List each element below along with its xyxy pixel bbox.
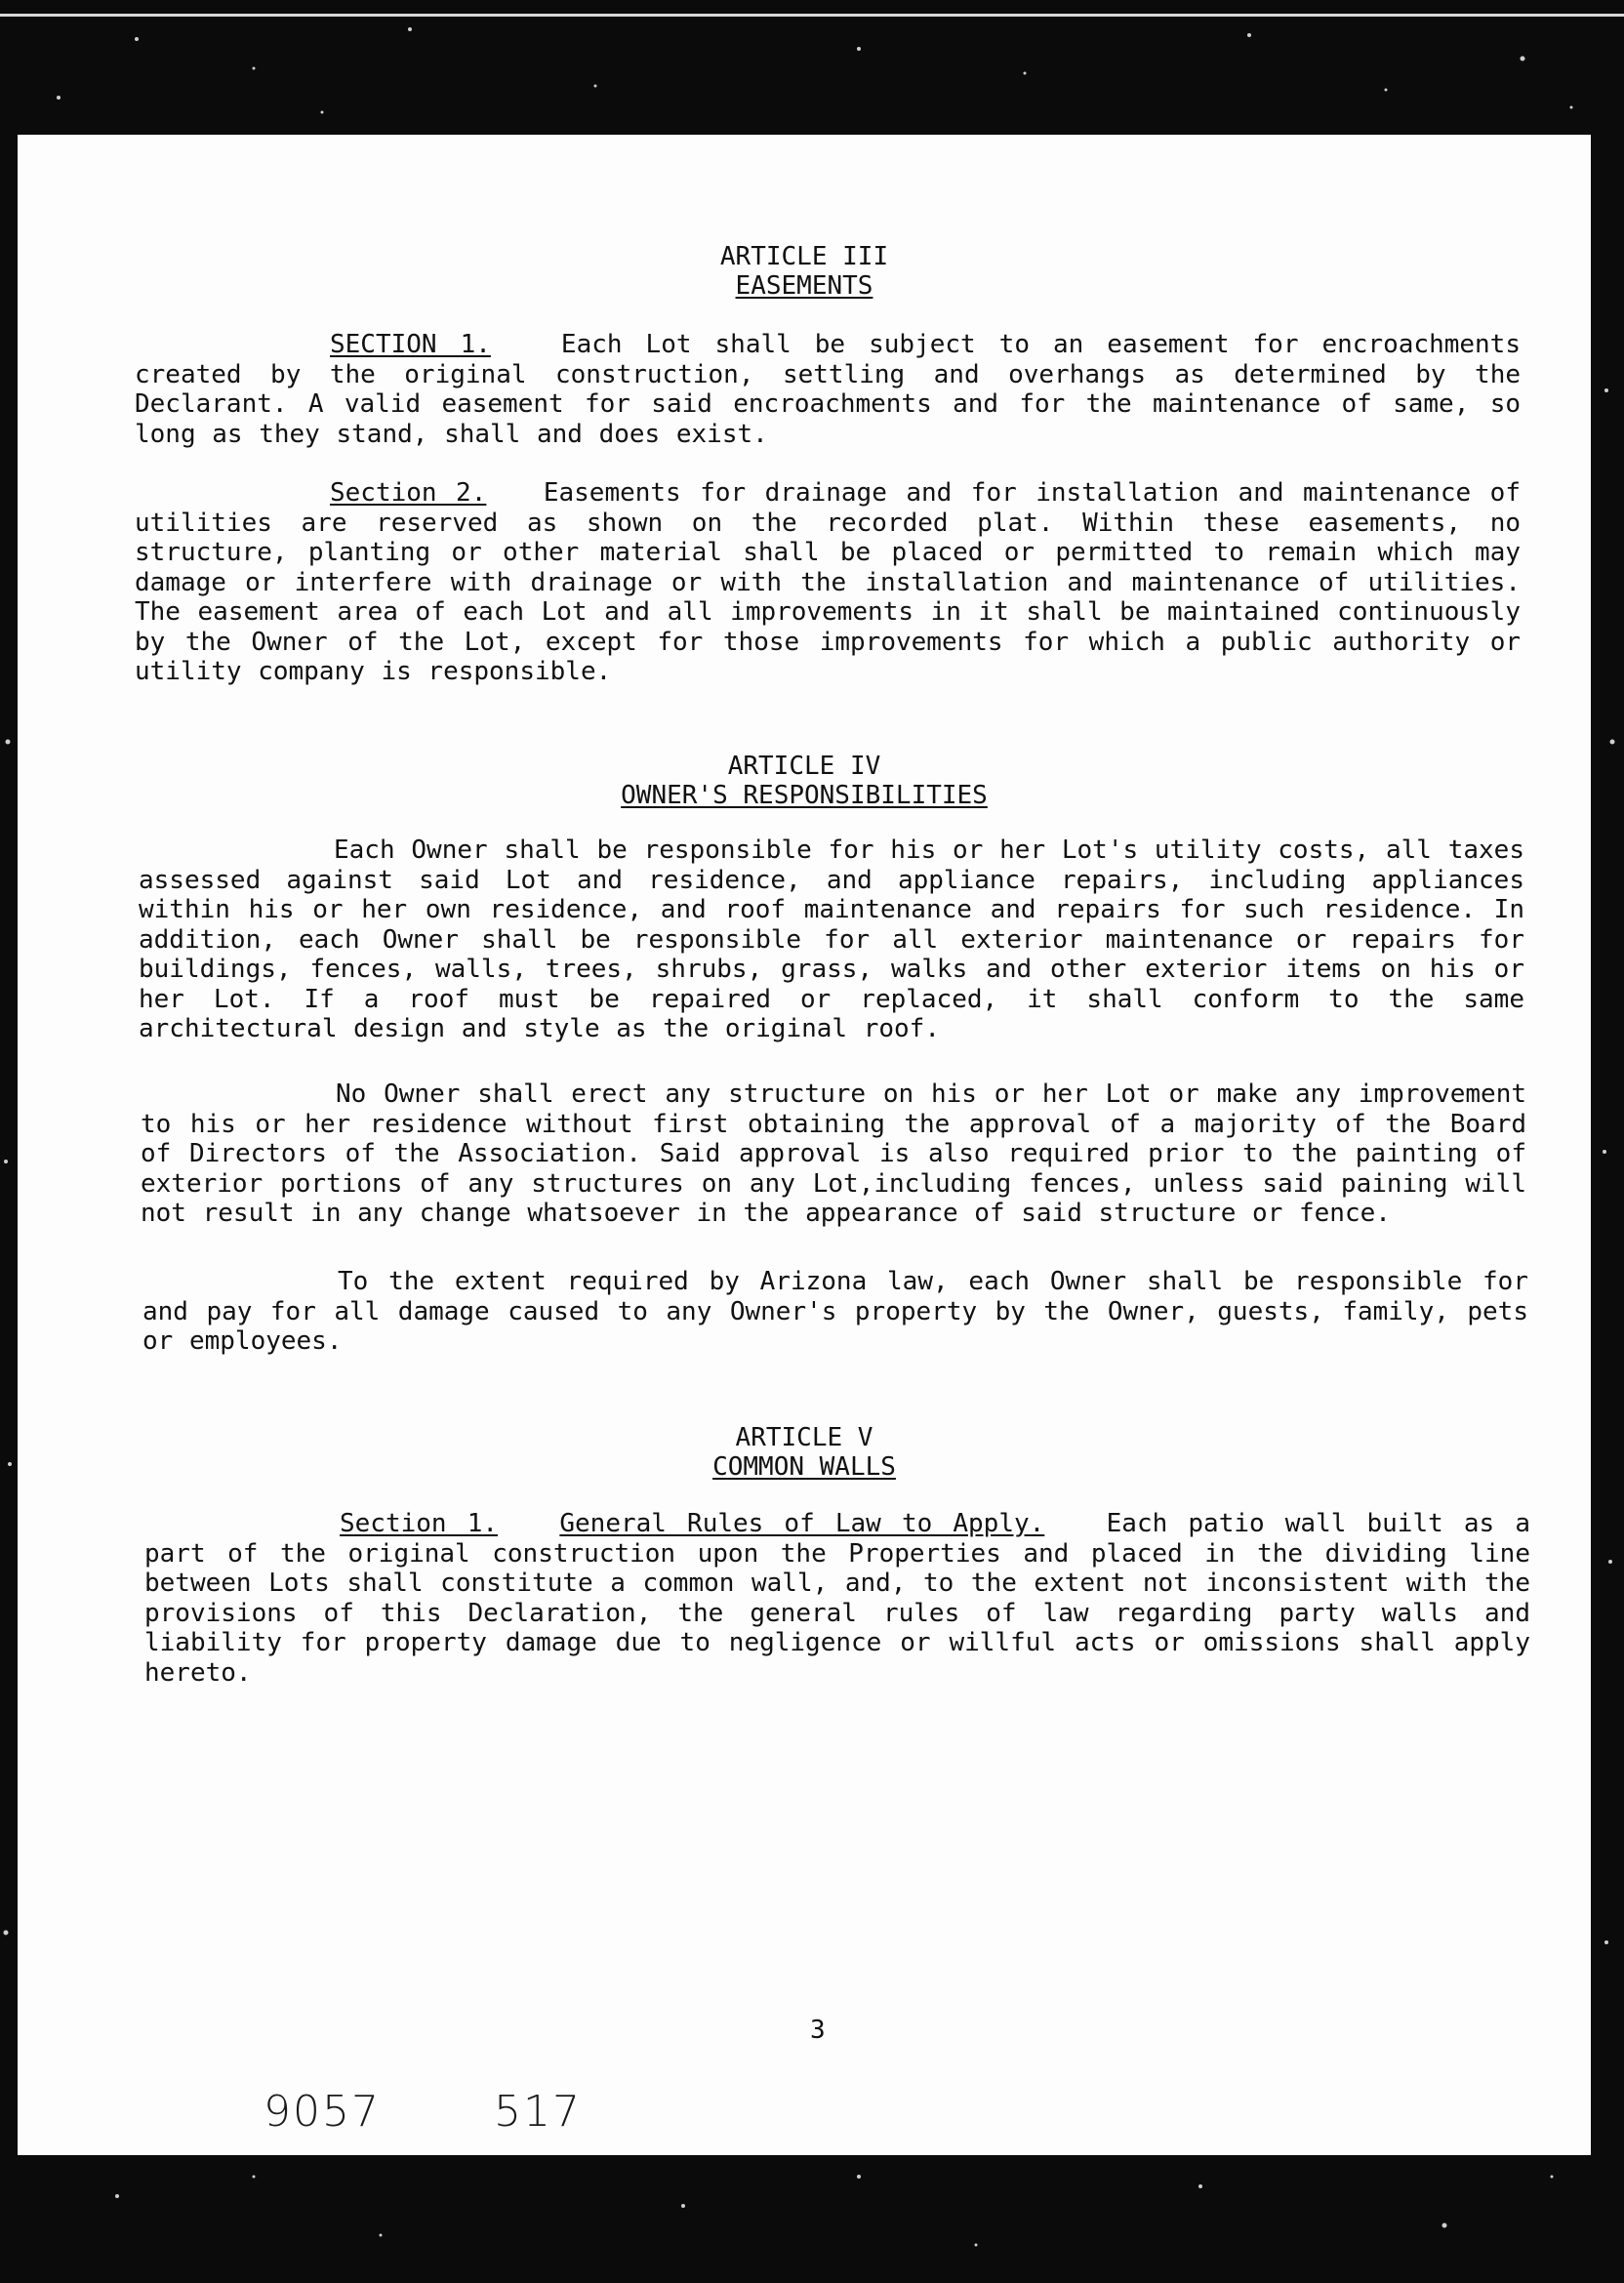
- section-title: General Rules of Law to Apply.: [559, 1509, 1045, 1538]
- document-page: [18, 135, 1591, 2155]
- stamp-number-right: 517: [494, 2087, 582, 2137]
- section-lead: Section 1.: [340, 1509, 498, 1538]
- paragraph-text: No Owner shall erect any structure on his or her Lot or make any improvement to his or her residence without first obtaining the approval of a majority of the Board of Directors of the Association. Said approval is also required prior to the painting of exterior portions of any structures on any Lot,including fences, unless said paining will not result in any change whatsoever in the appearance of said structure or fence.: [141, 1080, 1526, 1228]
- article-3-subheading: EASEMENTS: [735, 271, 873, 301]
- section-text: Each patio wall built as a part of the original construction upon the Properties and placed in the dividing line between Lots shall constitute a common wall, and, to the extent not inconsistent with the provisions of this Declaration, the general rules of law regarding party walls and liability for property damage due to negligence or willful acts or omissions shall apply hereto.: [144, 1509, 1530, 1688]
- section-lead: Section 2.: [330, 478, 487, 508]
- article-5-subheading: COMMON WALLS: [712, 1452, 896, 1482]
- article-3-section-2: [135, 478, 1521, 687]
- section-text: Easements for drainage and for installation and maintenance of utilities are reserved as shown on the recorded plat. Within these easements, no structure, planting or other material shall be placed or permitted to remain which may damage or interfere with drainage or with the installation and maintenance of utilities. The easement area of each Lot and all improvements in it shall be maintained continuously by the Owner of the Lot, except for those improvements for which a public authority or utility company is responsible.: [135, 478, 1521, 686]
- article-5-section-1: [144, 1509, 1530, 1688]
- article-4-paragraph-3: [142, 1267, 1528, 1357]
- article-3-section-1: [135, 330, 1521, 449]
- section-lead: SECTION 1.: [330, 330, 491, 359]
- page-number: 3: [810, 2016, 826, 2045]
- article-3-header: [18, 242, 1591, 301]
- article-4-heading: ARTICLE IV: [727, 752, 881, 781]
- article-5-header: [18, 1423, 1591, 1482]
- article-3-heading: ARTICLE III: [719, 242, 889, 271]
- article-4-subheading: OWNER'S RESPONSIBILITIES: [621, 781, 988, 810]
- article-4-paragraph-2: [141, 1080, 1526, 1229]
- stamp-number-left: 9057: [264, 2087, 381, 2137]
- article-4-header: [18, 752, 1591, 810]
- article-4-paragraph-1: [139, 836, 1524, 1044]
- paragraph-text: Each Owner shall be responsible for his or her Lot's utility costs, all taxes assessed against said Lot and residence, and appliance repairs, including appliances within his or her own residence, and roof maintenance and repairs for such residence. In addition, each Owner shall be responsible for all exterior maintenance or repairs for buildings, fences, walls, trees, shrubs, grass, walks and other exterior items on his or her Lot. If a roof must be repaired or replaced, it shall conform to the same architectural design and style as the original roof.: [139, 836, 1524, 1043]
- section-text: Each Lot shall be subject to an easement for encroachments created by the original construction, settling and overhangs as determined by the Declarant. A valid easement for said encroachments and for the maintenance of same, so long as they stand, shall and does exist.: [135, 330, 1521, 449]
- paragraph-text: To the extent required by Arizona law, each Owner shall be responsible for and pay for all damage caused to any Owner's property by the Owner, guests, family, pets or employees.: [142, 1267, 1528, 1356]
- article-5-heading: ARTICLE V: [735, 1423, 873, 1452]
